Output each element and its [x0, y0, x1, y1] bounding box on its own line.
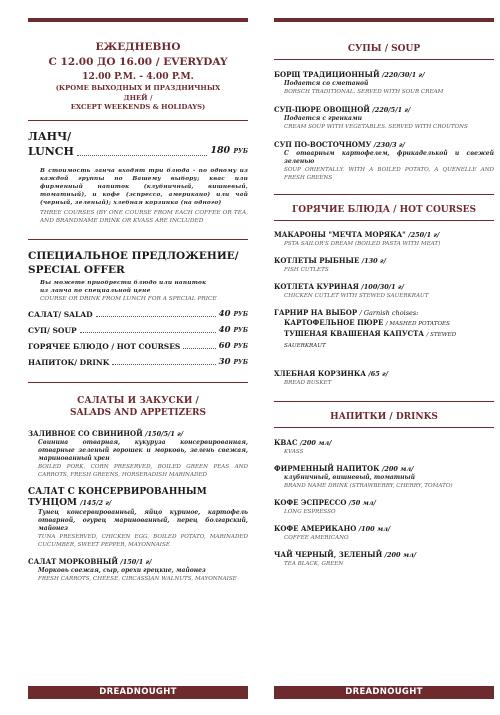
- divider: [28, 120, 248, 121]
- salads-section: [28, 395, 248, 583]
- special-desc-ru-1: Вы можете приобрести блюдо или напиток: [40, 279, 207, 286]
- footer-brand-bar: DREADNOUGHT: [274, 686, 494, 699]
- special-title-en: SPECIAL OFFER: [28, 263, 125, 276]
- lunch-title-ru: ЛАНЧ/: [28, 129, 72, 143]
- menu-item: ЗАЛИВНОЕ СО СВИНИНОЙ /150/5/1 г/ Свинина отварная, кукуруза консервированная, отварные зеленый горошек и морковь, зелень свежая, маринованный хрен BOILED PORK, CORN PRESERVED, BOILED GREEN PEAS AND CARROTS, FRESH GREENS, HORSERADISH MARINADED: [28, 428, 248, 478]
- drinks-title: НАПИТКИ / DRINKS: [330, 412, 438, 422]
- daily-hours-block: [28, 40, 248, 113]
- leader-dots: [77, 155, 207, 156]
- menu-item: КОТЛЕТА КУРИНАЯ /100/30/1 г/ CHICKEN CUTLET WITH STEWED SAUERKRAUT: [274, 282, 429, 299]
- lunch-description-en: THREE COURSES (BY ONE COURSE FROM EACH COFFEE OR TEA, AND BRANDNAME DRINK OR KVASS ARE INCLUDED: [40, 209, 248, 224]
- menu-item: СУП-ПЮРЕ ОВОЩНОЙ /220/5/1 г/ Подается с гренками CREAM SOUP WITH VEGETABLES. SERVED WITH CROUTONS: [274, 105, 468, 130]
- special-row-drink: НАПИТОК/ DRINK 30 РУБ: [28, 356, 248, 367]
- right-column: [274, 0, 494, 715]
- menu-item: ХЛЕБНАЯ КОРЗИНКА /65 г/ BREAD BUSKET: [274, 369, 389, 386]
- top-accent-bar: [28, 18, 248, 22]
- left-column: [28, 0, 248, 715]
- lunch-title-en: LUNCH: [28, 144, 74, 158]
- daily-except-ru-1: (КРОМЕ ВЫХОДНЫХ И ПРАЗДНИЧНЫХ: [55, 84, 221, 92]
- soups-title: СУПЫ / SOUP: [347, 44, 421, 54]
- divider: [28, 382, 248, 383]
- menu-item: КОФЕ ЭСПРЕССО /50 мл/ LONG ESPRESSO: [274, 498, 376, 515]
- menu-item: САЛАТ С КОНСЕРВИРОВАННЫМ ТУНЦОМ /145/2 г/ Тунец консервированный, яйцо куриное, картофель отварной, огурец маринованный, перец болгарский, майонез TUNA PRESERVED, CHICKEN EGG, BOILED POTATO, MARINADED CUCUMBER, SWEET PEPPER, MAYONNAISE: [28, 486, 248, 548]
- hot-courses-title: ГОРЯЧИЕ БЛЮДА / HOT COURSES: [292, 205, 476, 215]
- special-row-hot: ГОРЯЧЕЕ БЛЮДО / HOT COURSES 60 РУБ: [28, 340, 248, 351]
- daily-except-ru-2: ДНЕЙ /: [123, 93, 153, 102]
- special-desc-en: COURSE OR DRINK FROM LUNCH FOR A SPECIAL PRICE: [40, 295, 217, 302]
- divider: [274, 220, 494, 221]
- lunch-block: [28, 130, 248, 159]
- menu-item: СУП ПО-ВОСТОЧНОМУ /230/3 г/ С отварным картофелем, фрикаделькой и свежей зеленью SOUP ORIENTALLY. WITH A BOILED POTATO, A QUENELLE AND FRESH GREENS: [274, 140, 494, 181]
- divider: [28, 239, 248, 240]
- daily-title: ЕЖЕДНЕВНО: [95, 41, 181, 53]
- special-row-soup: СУП/ SOUP 40 РУБ: [28, 324, 248, 335]
- special-title-ru: СПЕЦИАЛЬНОЕ ПРЕДЛОЖЕНИЕ/: [28, 249, 239, 262]
- salads-title-en: SALADS AND APPETIZERS: [69, 407, 207, 418]
- menu-item: МАКАРОНЫ "МЕЧТА МОРЯКА" /250/1 г/ PSTA SAILOR'S DREAM (BOILED PASTA WITH MEAT): [274, 230, 441, 247]
- special-row-salad: САЛАТ/ SALAD 40 РУБ: [28, 308, 248, 319]
- menu-item: САЛАТ МОРКОВНЫЙ /150/1 г/ Морковь свежая, сыр, орехи грецкие, майонез FRESH CARROTS, CHEESE, CIRCASSIAN WALNUTS, MAYONNAISE: [28, 556, 237, 582]
- daily-hours-ru: С 12.00 ДО 16.00 / EVERYDAY: [48, 56, 228, 68]
- footer-brand-bar: DREADNOUGHT: [28, 686, 248, 699]
- divider: [274, 401, 494, 402]
- special-offer-block: [28, 249, 248, 368]
- menu-item: ФИРМЕННЫЙ НАПИТОК /200 мл/ клубничный, вишневый, томатный BRAND NAME DRINK (STRAWBERRY, CHERRY, TOMATO): [274, 464, 453, 489]
- lunch-description-ru: В стоимость ланча входят три блюда - по одному из каждой группы по Вашему выбору; квас или фирменный напиток (клубничный, вишневый, томатный), и кофе (эспрессо, американо) или чай (черный, зеленый); хлебная корзинка (на одного): [40, 167, 248, 206]
- divider: [274, 427, 494, 428]
- top-accent-bar: [274, 18, 494, 22]
- menu-item: КОТЛЕТЫ РЫБНЫЕ /130 г/ FISH CUTLETS: [274, 256, 386, 273]
- menu-item: КВАС /200 мл/ KVASS: [274, 438, 332, 455]
- garnish-item: ГАРНИР НА ВЫБОР / Garnish choises: КАРТОФЕЛЬНОЕ ПЮРЕ / MASHED POTATOES ТУШЕНАЯ КВАШЕНАЯ КАПУСТА / STEWED SAUERKRAUT: [274, 308, 457, 349]
- special-desc-ru-2: из ланча по специальной цене: [40, 287, 151, 294]
- daily-hours-en: 12.00 P.M. - 4.00 P.M.: [82, 71, 194, 82]
- lunch-price: 180 РУБ: [210, 144, 248, 156]
- daily-except-en: EXCEPT WEEKENDS & HOLIDAYS): [70, 103, 206, 111]
- lunch-price-row: [28, 144, 248, 159]
- salads-title-ru: САЛАТЫ И ЗАКУСКИ /: [77, 395, 199, 406]
- menu-item: КОФЕ АМЕРИКАНО /100 мл/ COFFEE AMERICANO: [274, 524, 391, 541]
- divider: [274, 59, 494, 60]
- divider: [274, 194, 494, 195]
- menu-item: БОРЩ ТРАДИЦИОННЫЙ /220/30/1 г/ Подается со сметаной BORSCH TRADITIONAL. SERVED WITH SOUR CREAM: [274, 70, 444, 95]
- menu-item: ЧАЙ ЧЕРНЫЙ, ЗЕЛЕНЫЙ /200 мл/ TEA BLACK, GREEN: [274, 550, 417, 567]
